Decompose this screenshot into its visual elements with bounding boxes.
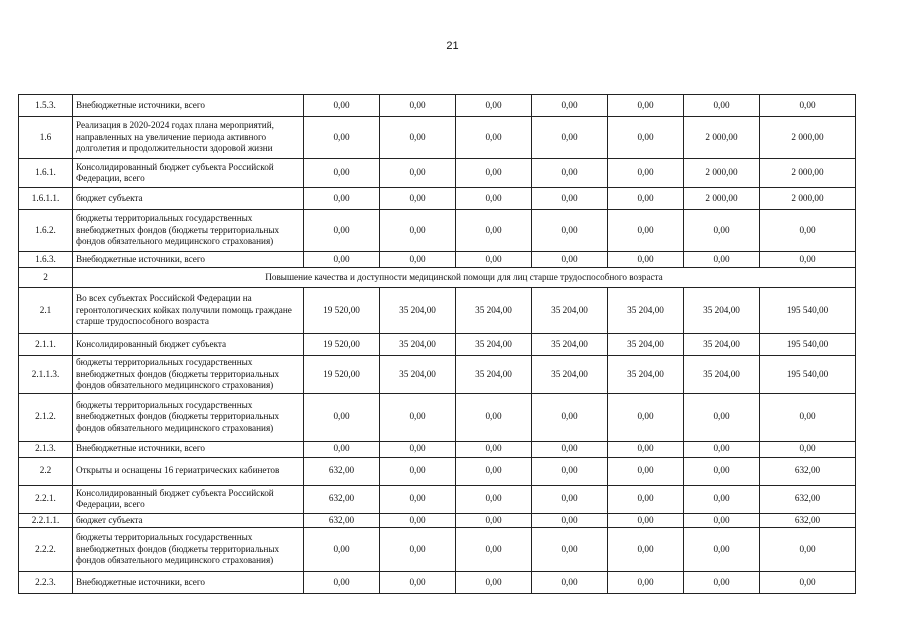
row-name: Во всех субъектах Российской Федерации на геронтологических койках получили помощь граждане старше трудоспособного возраста <box>73 288 304 334</box>
value-cell: 0,00 <box>380 441 456 457</box>
value-cell: 0,00 <box>304 159 380 188</box>
value-cell: 0,00 <box>608 441 684 457</box>
row-code: 1.6 <box>19 117 73 159</box>
value-cell: 0,00 <box>456 513 532 528</box>
value-cell: 0,00 <box>304 252 380 268</box>
value-cell: 0,00 <box>760 393 856 441</box>
value-cell: 35 204,00 <box>380 356 456 394</box>
value-cell: 0,00 <box>380 457 456 485</box>
value-cell: 35 204,00 <box>532 334 608 356</box>
value-cell: 0,00 <box>684 572 760 594</box>
value-cell: 0,00 <box>304 95 380 117</box>
value-cell: 35 204,00 <box>456 334 532 356</box>
value-cell: 35 204,00 <box>684 356 760 394</box>
table-row <box>19 288 856 334</box>
table-row <box>19 393 856 441</box>
value-cell: 0,00 <box>684 441 760 457</box>
value-cell: 0,00 <box>608 210 684 252</box>
value-cell: 0,00 <box>532 457 608 485</box>
table-row <box>19 252 856 268</box>
value-cell: 0,00 <box>608 457 684 485</box>
value-cell: 0,00 <box>684 457 760 485</box>
value-cell: 0,00 <box>684 393 760 441</box>
row-name: Открыты и оснащены 16 гериатрических кабинетов <box>73 457 304 485</box>
table-row <box>19 268 856 288</box>
value-cell: 0,00 <box>684 252 760 268</box>
row-name: бюджет субъекта <box>73 513 304 528</box>
value-cell: 0,00 <box>684 513 760 528</box>
row-code: 1.6.1. <box>19 159 73 188</box>
value-cell: 0,00 <box>304 210 380 252</box>
row-code: 2.2 <box>19 457 73 485</box>
row-name: Консолидированный бюджет субъекта Российской Федерации, всего <box>73 159 304 188</box>
value-cell: 632,00 <box>760 513 856 528</box>
value-cell: 0,00 <box>456 159 532 188</box>
value-cell: 0,00 <box>456 95 532 117</box>
row-code: 2.1.2. <box>19 393 73 441</box>
value-cell: 35 204,00 <box>608 356 684 394</box>
table-row <box>19 334 856 356</box>
value-cell: 632,00 <box>304 457 380 485</box>
row-name: бюджеты территориальных государственных внебюджетных фондов (бюджеты территориальных фондов обязательного медицинского страхования) <box>73 393 304 441</box>
value-cell: 0,00 <box>456 485 532 513</box>
table-row <box>19 513 856 528</box>
value-cell: 0,00 <box>304 528 380 572</box>
value-cell: 0,00 <box>456 457 532 485</box>
value-cell: 195 540,00 <box>760 334 856 356</box>
value-cell: 0,00 <box>380 572 456 594</box>
value-cell: 0,00 <box>380 513 456 528</box>
value-cell: 0,00 <box>532 441 608 457</box>
row-name: Реализация в 2020-2024 годах плана мероприятий, направленных на увеличение периода активного долголетия и продолжительности здоровой жизни <box>73 117 304 159</box>
value-cell: 0,00 <box>608 252 684 268</box>
value-cell: 35 204,00 <box>380 334 456 356</box>
value-cell: 0,00 <box>456 441 532 457</box>
row-code: 2.1 <box>19 288 73 334</box>
table-row <box>19 356 856 394</box>
value-cell: 632,00 <box>304 485 380 513</box>
table-row <box>19 457 856 485</box>
value-cell: 0,00 <box>532 95 608 117</box>
value-cell: 0,00 <box>532 393 608 441</box>
value-cell: 35 204,00 <box>380 288 456 334</box>
value-cell: 0,00 <box>380 188 456 210</box>
table-row <box>19 441 856 457</box>
value-cell: 0,00 <box>380 528 456 572</box>
value-cell: 0,00 <box>760 252 856 268</box>
value-cell: 2 000,00 <box>684 188 760 210</box>
value-cell: 0,00 <box>532 188 608 210</box>
value-cell: 0,00 <box>760 528 856 572</box>
value-cell: 2 000,00 <box>684 159 760 188</box>
value-cell: 0,00 <box>304 441 380 457</box>
table-row <box>19 95 856 117</box>
table-row <box>19 188 856 210</box>
row-code: 1.6.3. <box>19 252 73 268</box>
value-cell: 0,00 <box>532 513 608 528</box>
value-cell: 19 520,00 <box>304 334 380 356</box>
value-cell: 35 204,00 <box>608 334 684 356</box>
value-cell: 632,00 <box>304 513 380 528</box>
value-cell: 19 520,00 <box>304 288 380 334</box>
value-cell: 2 000,00 <box>760 117 856 159</box>
row-name: бюджеты территориальных государственных внебюджетных фондов (бюджеты территориальных фондов обязательного медицинского страхования) <box>73 356 304 394</box>
page-number: 21 <box>446 40 459 52</box>
value-cell: 0,00 <box>532 210 608 252</box>
row-code: 2.1.1. <box>19 334 73 356</box>
value-cell: 0,00 <box>456 252 532 268</box>
value-cell: 0,00 <box>304 572 380 594</box>
table-row <box>19 528 856 572</box>
row-code: 2.2.1. <box>19 485 73 513</box>
value-cell: 0,00 <box>304 117 380 159</box>
value-cell: 0,00 <box>760 441 856 457</box>
value-cell: 35 204,00 <box>532 288 608 334</box>
value-cell: 0,00 <box>608 95 684 117</box>
value-cell: 0,00 <box>760 95 856 117</box>
value-cell: 0,00 <box>380 210 456 252</box>
value-cell: 0,00 <box>684 95 760 117</box>
value-cell: 0,00 <box>456 117 532 159</box>
value-cell: 0,00 <box>532 159 608 188</box>
value-cell: 0,00 <box>456 393 532 441</box>
value-cell: 632,00 <box>760 457 856 485</box>
value-cell: 0,00 <box>532 528 608 572</box>
value-cell: 0,00 <box>532 117 608 159</box>
row-name: Внебюджетные источники, всего <box>73 252 304 268</box>
table-row <box>19 210 856 252</box>
value-cell: 0,00 <box>532 252 608 268</box>
value-cell: 0,00 <box>608 572 684 594</box>
value-cell: 0,00 <box>532 572 608 594</box>
value-cell: 0,00 <box>608 393 684 441</box>
value-cell: 35 204,00 <box>608 288 684 334</box>
row-code: 2 <box>19 268 73 288</box>
row-name: Консолидированный бюджет субъекта Российской Федерации, всего <box>73 485 304 513</box>
value-cell: 2 000,00 <box>760 188 856 210</box>
value-cell: 35 204,00 <box>684 288 760 334</box>
value-cell: 0,00 <box>380 485 456 513</box>
value-cell: 2 000,00 <box>684 117 760 159</box>
value-cell: 0,00 <box>380 393 456 441</box>
table-row <box>19 117 856 159</box>
value-cell: 0,00 <box>380 117 456 159</box>
row-code: 1.5.3. <box>19 95 73 117</box>
value-cell: 35 204,00 <box>456 356 532 394</box>
row-code: 2.1.3. <box>19 441 73 457</box>
value-cell: 19 520,00 <box>304 356 380 394</box>
value-cell: 0,00 <box>608 188 684 210</box>
table-row <box>19 572 856 594</box>
value-cell: 0,00 <box>608 513 684 528</box>
value-cell: 0,00 <box>380 159 456 188</box>
row-code: 1.6.2. <box>19 210 73 252</box>
value-cell: 195 540,00 <box>760 288 856 334</box>
value-cell: 0,00 <box>684 528 760 572</box>
row-code: 2.1.1.3. <box>19 356 73 394</box>
value-cell: 35 204,00 <box>456 288 532 334</box>
value-cell: 0,00 <box>608 528 684 572</box>
value-cell: 632,00 <box>760 485 856 513</box>
table-row <box>19 159 856 188</box>
row-code: 2.2.2. <box>19 528 73 572</box>
row-code: 2.2.3. <box>19 572 73 594</box>
value-cell: 0,00 <box>456 210 532 252</box>
value-cell: 0,00 <box>608 159 684 188</box>
row-name: Внебюджетные источники, всего <box>73 441 304 457</box>
value-cell: 2 000,00 <box>760 159 856 188</box>
value-cell: 0,00 <box>608 117 684 159</box>
value-cell: 0,00 <box>608 485 684 513</box>
row-name: Внебюджетные источники, всего <box>73 572 304 594</box>
budget-table <box>18 94 856 594</box>
row-code: 2.2.1.1. <box>19 513 73 528</box>
value-cell: 0,00 <box>760 572 856 594</box>
value-cell: 0,00 <box>456 572 532 594</box>
row-name: бюджет субъекта <box>73 188 304 210</box>
section-heading: Повышение качества и доступности медицинской помощи для лиц старше трудоспособного возраста <box>73 268 856 288</box>
value-cell: 0,00 <box>304 393 380 441</box>
row-code: 1.6.1.1. <box>19 188 73 210</box>
value-cell: 0,00 <box>532 485 608 513</box>
row-name: Консолидированный бюджет субъекта <box>73 334 304 356</box>
value-cell: 0,00 <box>304 188 380 210</box>
value-cell: 0,00 <box>380 252 456 268</box>
value-cell: 195 540,00 <box>760 356 856 394</box>
value-cell: 0,00 <box>684 210 760 252</box>
value-cell: 35 204,00 <box>532 356 608 394</box>
value-cell: 0,00 <box>684 485 760 513</box>
row-name: бюджеты территориальных государственных внебюджетных фондов (бюджеты территориальных фондов обязательного медицинского страхования) <box>73 210 304 252</box>
row-name: бюджеты территориальных государственных внебюджетных фондов (бюджеты территориальных фондов обязательного медицинского страхования) <box>73 528 304 572</box>
value-cell: 0,00 <box>760 210 856 252</box>
value-cell: 0,00 <box>380 95 456 117</box>
table-row <box>19 485 856 513</box>
value-cell: 0,00 <box>456 528 532 572</box>
row-name: Внебюджетные источники, всего <box>73 95 304 117</box>
value-cell: 35 204,00 <box>684 334 760 356</box>
value-cell: 0,00 <box>456 188 532 210</box>
